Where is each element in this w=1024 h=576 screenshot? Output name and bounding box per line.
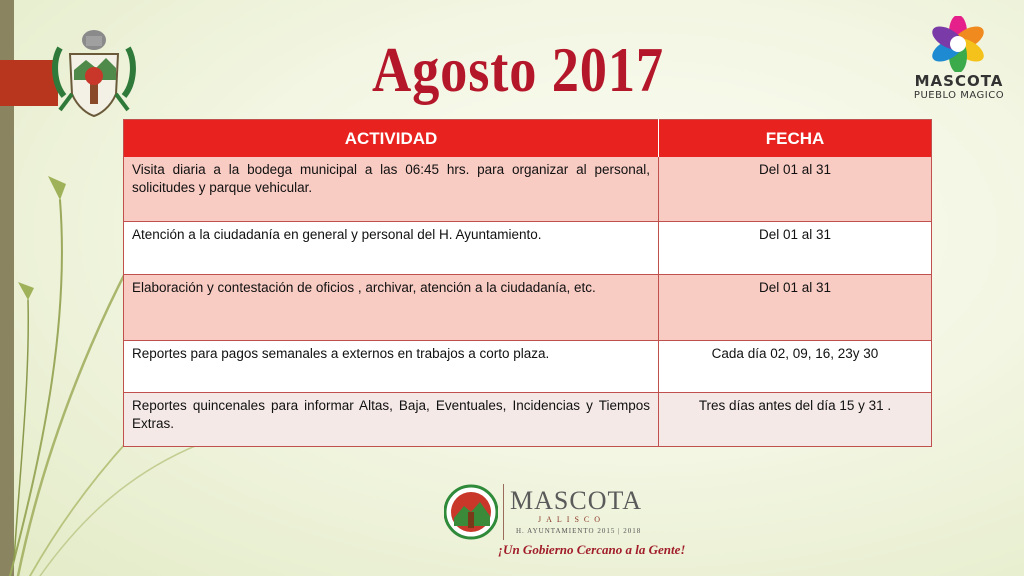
activity-cell: Reportes quincenales para informar Altas, Baja, Eventuales, Incidencias y Tiempos Extras. xyxy=(124,392,659,446)
footer-logo xyxy=(442,482,686,562)
date-cell: Tres días antes del día 15 y 31 . xyxy=(659,392,932,446)
pueblo-magico-subtitle: PUEBLO MAGICO xyxy=(913,90,1005,101)
date-cell: Del 01 al 31 xyxy=(659,221,932,274)
header-date: FECHA xyxy=(659,120,932,158)
date-cell: Del 01 al 31 xyxy=(659,157,932,221)
table-row xyxy=(124,157,932,221)
date-cell: Cada día 02, 09, 16, 23y 30 xyxy=(659,340,932,392)
footer-period: H. AYUNTAMIENTO 2015 | 2018 xyxy=(516,527,642,535)
ayuntamiento-seal-icon xyxy=(444,482,498,542)
activities-table xyxy=(123,119,932,447)
header-activity: ACTIVIDAD xyxy=(124,120,659,158)
footer-name: MASCOTA xyxy=(510,486,643,515)
table-row xyxy=(124,392,932,446)
pueblo-magico-name: MASCOTA xyxy=(914,72,1004,90)
activity-cell: Atención a la ciudadanía en general y personal del H. Ayuntamiento. xyxy=(124,221,659,274)
activity-cell: Elaboración y contestación de oficios , archivar, atención a la ciudadanía, etc. xyxy=(124,274,659,340)
footer-state: JALISCO xyxy=(538,515,606,524)
pueblo-magico-logo xyxy=(906,16,1012,106)
pueblo-magico-flower-icon xyxy=(928,16,988,72)
date-cell: Del 01 al 31 xyxy=(659,274,932,340)
slide-title: Agosto 2017 xyxy=(372,34,664,105)
table-row xyxy=(124,221,932,274)
table-row xyxy=(124,340,932,392)
table-header-row xyxy=(124,120,932,158)
activity-cell: Visita diaria a la bodega municipal a las 06:45 hrs. para organizar al personal, solicitudes y parque vehicular. xyxy=(124,157,659,221)
activity-cell: Reportes para pagos semanales a externos en trabajos a corto plaza. xyxy=(124,340,659,392)
footer-slogan: ¡Un Gobierno Cercano a la Gente! xyxy=(498,542,686,557)
table-row xyxy=(124,274,932,340)
municipal-crest-icon xyxy=(50,26,138,120)
footer-divider xyxy=(503,484,504,540)
